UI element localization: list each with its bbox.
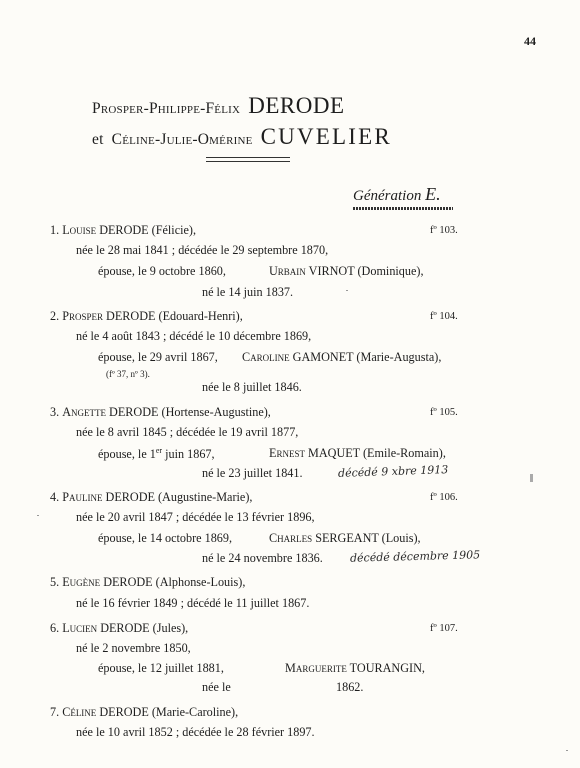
folio-ref: fº 104. bbox=[430, 311, 458, 322]
entry-heading bbox=[50, 405, 271, 420]
marriage-line: épouse, le 12 juillet 1881, bbox=[98, 661, 224, 675]
given-name: Eugène bbox=[62, 575, 101, 589]
spouse-surname: SERGEANT (Louis), bbox=[315, 531, 421, 545]
folio-ref: fº 105. bbox=[430, 407, 458, 418]
spouse-given-name: Charles bbox=[269, 531, 313, 545]
folio-ref: fº 103. bbox=[430, 225, 458, 236]
entry-heading bbox=[50, 309, 243, 324]
other-names: (Edouard-Henri), bbox=[158, 309, 243, 323]
spouse-given-name: Ernest bbox=[269, 446, 305, 460]
generation-letter: E. bbox=[425, 184, 441, 204]
spouse-surname: MAQUET (Emile-Romain), bbox=[308, 446, 446, 460]
birth-death-line: née le 10 avril 1852 ; décédée le 28 février 1897. bbox=[76, 725, 315, 739]
entry-heading bbox=[50, 621, 188, 636]
title-rule-top bbox=[206, 157, 290, 158]
spouse-note: (fº 37, nº 3). bbox=[106, 369, 150, 379]
spouse-birth: née le 8 juillet 1846. bbox=[202, 380, 302, 394]
entry-heading bbox=[50, 223, 196, 238]
title-line-1 bbox=[92, 93, 345, 119]
given-name: Céline bbox=[62, 705, 97, 719]
spouse-surname: VIRNOT (Dominique), bbox=[308, 264, 424, 278]
surname: DERODE bbox=[103, 575, 153, 589]
entry-number: 3. bbox=[50, 405, 60, 419]
surname: DERODE bbox=[105, 490, 155, 504]
spouse-birth: né le 24 novembre 1836. bbox=[202, 551, 323, 565]
surname: DERODE bbox=[100, 621, 150, 635]
other-names: (Félicie), bbox=[151, 223, 197, 237]
generation-label: Génération bbox=[353, 188, 422, 204]
birth-death-line: né le 2 novembre 1850, bbox=[76, 641, 191, 655]
given-name: Prosper bbox=[62, 309, 103, 323]
given-name: Pauline bbox=[62, 490, 103, 504]
spouse-surname: GAMONET (Marie-Augusta), bbox=[292, 350, 442, 364]
scan-speck bbox=[37, 515, 39, 516]
generation-underline bbox=[353, 207, 453, 210]
entry-heading bbox=[50, 490, 252, 505]
other-names: (Alphonse-Louis), bbox=[155, 575, 246, 589]
spouse-birth-year: 1862. bbox=[336, 680, 364, 694]
page-number: 44 bbox=[524, 34, 536, 48]
entry-number: 6. bbox=[50, 621, 60, 635]
marriage-line: épouse, le 9 octobre 1860, bbox=[98, 264, 226, 278]
title-surname: DERODE bbox=[248, 93, 345, 118]
scan-speck bbox=[346, 290, 348, 291]
entry-number: 7. bbox=[50, 705, 60, 719]
birth-death-line: né le 16 février 1849 ; décédé le 11 juillet 1867. bbox=[76, 596, 310, 610]
marriage-line: épouse, le 14 octobre 1869, bbox=[98, 531, 233, 545]
other-names: (Marie-Caroline), bbox=[151, 705, 239, 719]
marriage-line bbox=[98, 446, 215, 462]
birth-death-line: née le 8 avril 1845 ; décédée le 19 avril 1877, bbox=[76, 425, 299, 439]
birth-death-line: né le 4 août 1843 ; décédé le 10 décembre 1869, bbox=[76, 329, 312, 343]
spouse-given-name: Urbain bbox=[269, 264, 306, 278]
marriage-text: épouse, le 1 bbox=[98, 447, 156, 462]
birth-death-line: née le 28 mai 1841 ; décédée le 29 septembre 1870, bbox=[76, 243, 329, 257]
title-spouse-names: Céline-Julie-Omérine bbox=[111, 131, 253, 148]
generation-heading bbox=[353, 184, 441, 205]
marriage-text-end: juin 1867, bbox=[162, 447, 215, 462]
spouse-surname: TOURANGIN, bbox=[349, 661, 425, 675]
surname: DERODE bbox=[99, 705, 149, 719]
marriage-line: épouse, le 29 avril 1867, bbox=[98, 350, 218, 364]
title-conjunction: et bbox=[92, 131, 104, 148]
other-names: (Augustine-Marie), bbox=[158, 490, 253, 504]
scan-speck bbox=[566, 750, 568, 751]
spouse-name bbox=[269, 446, 446, 461]
given-name: Louise bbox=[62, 223, 97, 237]
entry-number: 2. bbox=[50, 309, 60, 323]
surname: DERODE bbox=[106, 309, 156, 323]
entry-number: 1. bbox=[50, 223, 60, 237]
given-name: Angette bbox=[62, 405, 106, 419]
entry-number: 4. bbox=[50, 490, 60, 504]
spouse-name bbox=[269, 264, 424, 279]
birth-death-line: née le 20 avril 1847 ; décédée le 13 février 1896, bbox=[76, 510, 315, 524]
spouse-birth: né le 14 juin 1837. bbox=[202, 285, 294, 299]
title-spouse-surname: CUVELIER bbox=[260, 124, 392, 149]
spouse-name bbox=[269, 531, 421, 546]
handwritten-annotation: décédé 9 xbre 1913 bbox=[337, 463, 449, 480]
folio-ref: fº 106. bbox=[430, 492, 458, 503]
handwritten-annotation: décédé décembre 1905 bbox=[349, 548, 481, 565]
spouse-name bbox=[285, 661, 425, 676]
ordinal-suffix: er bbox=[155, 446, 163, 455]
other-names: (Jules), bbox=[152, 621, 189, 635]
spouse-birth: né le 23 juillet 1841. bbox=[202, 466, 303, 480]
entry-number: 5. bbox=[50, 575, 60, 589]
spouse-name bbox=[242, 350, 441, 365]
entry-heading bbox=[50, 705, 238, 720]
spouse-given-name: Caroline bbox=[242, 350, 290, 364]
entry-heading bbox=[50, 575, 245, 590]
given-name: Lucien bbox=[62, 621, 98, 635]
title-given-names: Prosper-Philippe-Félix bbox=[92, 100, 241, 117]
margin-mark bbox=[530, 474, 533, 482]
spouse-given-name: Marguerite bbox=[285, 661, 347, 675]
other-names: (Hortense-Augustine), bbox=[161, 405, 271, 419]
folio-ref: fº 107. bbox=[430, 623, 458, 634]
surname: DERODE bbox=[109, 405, 159, 419]
surname: DERODE bbox=[99, 223, 149, 237]
title-rule-bottom bbox=[206, 161, 290, 162]
title-line-2 bbox=[92, 124, 392, 150]
spouse-birth-label: née le bbox=[202, 680, 231, 694]
